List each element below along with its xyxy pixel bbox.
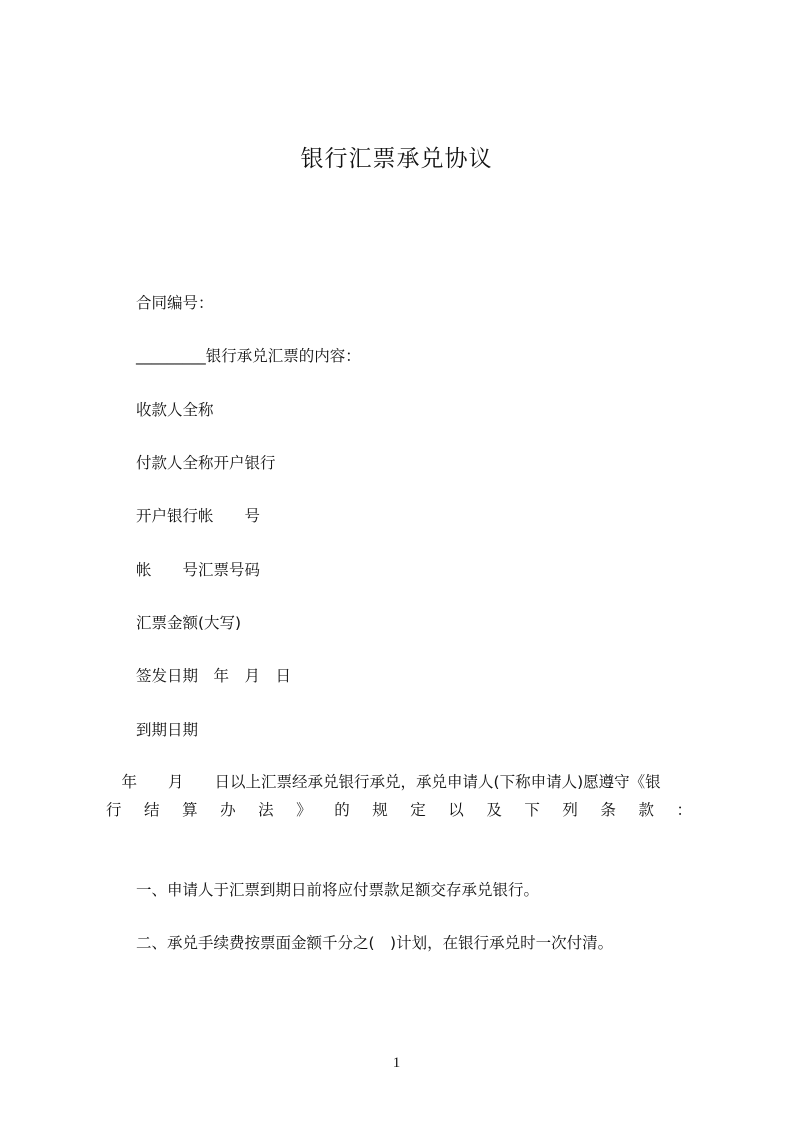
bank-account-label: 开户银行帐 号 [136, 507, 261, 525]
document-title: 银行汇票承兑协议 [300, 146, 493, 172]
paragraph-char: 行 [106, 801, 122, 819]
due-date-label: 到期日期 [136, 721, 199, 739]
clause-one: 一、申请人于汇票到期日前将应付票款足额交存承兑银行。 [136, 881, 540, 899]
agreement-paragraph-text: 年 月 日以上汇票经承兑银行承兑，承兑申请人(下称申请人)愿遵守《银 [121, 773, 661, 791]
paragraph-char: ： [676, 801, 692, 819]
paragraph-char: 办 [220, 801, 236, 819]
payee-name-label: 收款人全称 [136, 401, 214, 419]
bill-amount-label: 汇票金额(大写) [136, 614, 242, 632]
paragraph-char: 定 [410, 801, 426, 819]
paragraph-char: 列 [562, 801, 578, 819]
paragraph-char: 》 [296, 801, 312, 819]
agreement-paragraph-line-1 [106, 770, 688, 792]
paragraph-char: 结 [144, 801, 160, 819]
contract-number-label: 合同编号： [136, 294, 214, 312]
paragraph-char: 算 [182, 801, 198, 819]
account-bill-number-label: 帐 号汇票号码 [136, 561, 261, 579]
paragraph-char: 下 [524, 801, 540, 819]
clause-two: 二、承兑手续费按票面金额千分之( )计划，在银行承兑时一次付清。 [136, 934, 614, 952]
page-number: 1 [392, 1055, 401, 1071]
paragraph-char: 规 [372, 801, 388, 819]
paragraph-char: 款 [638, 801, 654, 819]
agreement-paragraph-line-2 [106, 798, 692, 820]
paragraph-char: 的 [334, 801, 350, 819]
paragraph-char: 法 [258, 801, 274, 819]
payer-name-bank-label: 付款人全称开户银行 [136, 454, 276, 472]
issue-date-label: 签发日期 年 月 日 [136, 667, 292, 685]
paragraph-char: 及 [486, 801, 502, 819]
paragraph-char: 以 [448, 801, 464, 819]
bill-content-label: _________银行承兑汇票的内容： [136, 347, 361, 365]
paragraph-char: 条 [600, 801, 616, 819]
